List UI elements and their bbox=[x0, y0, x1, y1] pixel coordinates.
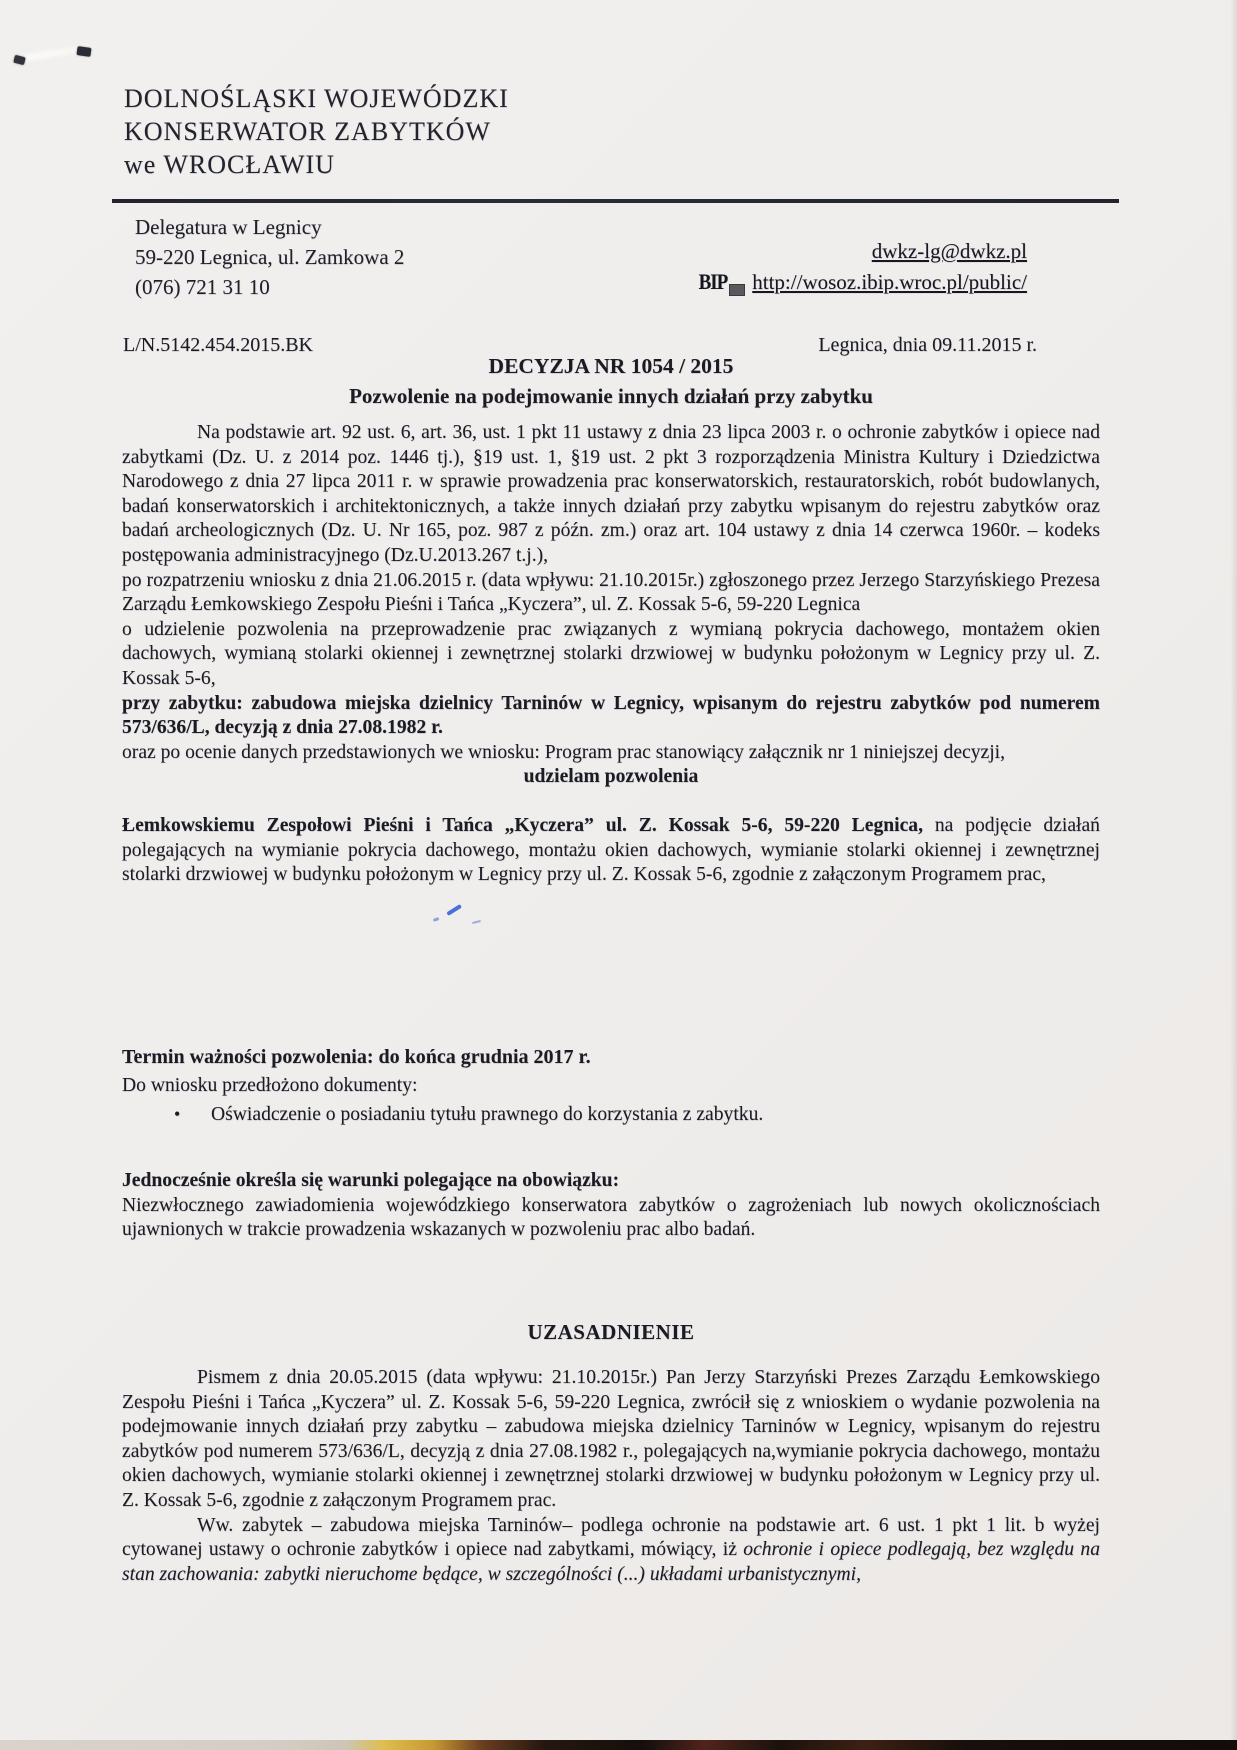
bip-icon-square bbox=[729, 284, 745, 296]
letterhead-line-3: we WROCŁAWIU bbox=[124, 150, 335, 179]
scope-paragraph: o udzielenie pozwolenia na przeprowadzenie prac związanych z wymianą pokrycia dachowego, montażem okien dachowych, wymianą stolarki okiennej i zewnętrznej stolarki drzwiowej w budynku położonym w Legnicy przy ul. Z. Kossak 5-6, bbox=[122, 618, 1100, 689]
documents-label: Do wniosku przedłożono dokumenty: bbox=[122, 1075, 418, 1096]
scan-edge-shadow bbox=[1230, 0, 1237, 1750]
conditions-body: Niezwłocznego zawiadomienia wojewódzkiego konserwatora zabytków o zagrożeniach lub nowych okolicznościach ujawnionych w trakcie prowadzenia wskazanych w pozwoleniu prac albo badań. bbox=[122, 1194, 1100, 1241]
office-address bbox=[135, 212, 404, 302]
office-branch: Delegatura w Legnicy bbox=[135, 215, 322, 239]
bullet-icon: • bbox=[174, 1104, 181, 1124]
grant-statement: udzielam pozwolenia bbox=[523, 766, 699, 788]
letterhead-line-2: KONSERWATOR ZABYTKÓW bbox=[124, 117, 491, 146]
grantee-name: Łemkowskiemu Zespołowi Pieśni i Tańca „Kyczera” ul. Z. Kossak 5-6, 59-220 Legnica, bbox=[122, 814, 923, 836]
justification-paragraph-1: Pismem z dnia 20.05.2015 (data wpływu: 21.10.2015r.) Pan Jerzy Starzyński Prezes Zarządu Łemkowskiego Zespołu Pieśni i Tańca „Kyczera” ul. Z. Kossak 5-6, 59-220 Legnica, zwrócił się z wnioskiem o wydanie pozwolenia na podejmowanie innych działań przy zabytku – zabudowa miejska dzielnicy Tarninów w Legnicy, wpisanym do rejestru zabytków pod numerem 573/636/L, decyzją z dnia 27.08.1982 r., polegających na,wymianie pokrycia dachowego, montażu okien dachowych, wymianie stolarki okiennej i zewnętrznej stolarki drzwiowej w budynku położonym w Legnicy przy ul. Z. Kossak 5-6, zgodnie z załączonym Programem prac. bbox=[122, 1367, 1100, 1511]
conditions-section bbox=[122, 1169, 1100, 1243]
ink-mark bbox=[472, 920, 481, 924]
grantee-paragraph bbox=[122, 814, 1100, 888]
letterhead bbox=[124, 82, 509, 181]
monument-paragraph: przy zabytku: zabudowa miejska dzielnicy Tarninów w Legnicy, wpisanym do rejestru zabytków pod numerem 573/636/L, decyzją z dnia 27.08.1982 r. bbox=[122, 692, 1100, 739]
grantee-works: na podjęcie działań polegających na wymianie pokrycia dachowego, montażu okien dachowych, wymianie stolarki okiennej i zewnętrznej stolarki drzwiowej w budynku położonym w Legnicy przy ul. Z. Kossak 5-6, zgodnie z załączonym Programem prac, bbox=[122, 814, 1100, 886]
ink-mark bbox=[446, 904, 461, 915]
assessment-paragraph: oraz po ocenie danych przedstawionych we wniosku: Program prac stanowiący załącznik nr 1 niniejszej decyzji, bbox=[122, 741, 1006, 763]
place-date: Legnica, dnia 09.11.2015 r. bbox=[818, 334, 1037, 356]
justification-heading: UZASADNIENIE bbox=[527, 1320, 695, 1344]
decision-number: DECYZJA NR 1054 / 2015 bbox=[488, 354, 734, 378]
office-phone: (076) 721 31 10 bbox=[135, 275, 270, 299]
justification-p2-normal: Ww. zabytek – zabudowa miejska Tarninów– podlega ochronie na podstawie art. 6 ust. 1 pkt 1 lit. b wyżej cytowanej ustawy o ochronie zabytków i opiece nad zabytkami, mówiący, iż bbox=[122, 1514, 1100, 1561]
website-link[interactable]: http://wosoz.ibip.wroc.pl/public/ bbox=[752, 270, 1027, 294]
document-item-text: Oświadczenie o posiadaniu tytułu prawnego do korzystania z zabytku. bbox=[211, 1104, 764, 1125]
case-number: L/N.5142.454.2015.BK bbox=[123, 334, 313, 356]
bip-icon bbox=[699, 267, 746, 298]
conditions-heading: Jednocześnie określa się warunki polegające na obowiązku: bbox=[122, 1170, 620, 1191]
justification-section bbox=[122, 1366, 1100, 1587]
validity-term: Termin ważności pozwolenia: do końca grudnia 2017 r. bbox=[122, 1046, 591, 1068]
ink-mark bbox=[433, 917, 439, 921]
office-street: 59-220 Legnica, ul. Zamkowa 2 bbox=[135, 245, 405, 269]
decision-subtitle: Pozwolenie na podejmowanie innych działań przy zabytku bbox=[349, 384, 873, 408]
application-paragraph: po rozpatrzeniu wniosku z dnia 21.06.2015 r. (data wpływu: 21.10.2015r.) zgłoszonego przez Jerzego Starzyńskiego Prezesa Zarządu Łemkowskiego Zespołu Pieśni i Tańca „Kyczera”, ul. Z. Kossak 5-6, 59-220 Legnica bbox=[122, 569, 1100, 616]
contact-links bbox=[699, 236, 1027, 298]
legal-basis-paragraph: Na podstawie art. 92 ust. 6, art. 36, ust. 1 pkt 11 ustawy z dnia 23 lipca 2003 r. o ochronie zabytków i opiece nad zabytkami (Dz. U. z 2014 poz. 1446 tj.), §19 ust. 1, §19 ust. 2 pkt 3 rozporządzenia Ministra Kultury i Dziedzictwa Narodowego z dnia 27 lipca 2011 r. w sprawie prowadzenia prac konserwatorskich, restauratorskich, robót budowlanych, badań konserwatorskich i architektonicznych, a także innych działań przy zabytku wpisanym do rejestru zabytków oraz badań archeologicznych (Dz. U. Nr 165, poz. 987 z późn. zm.) oraz art. 104 ustawy z dnia 14 czerwca 1960r. – kodeks postępowania administracyjnego (Dz.U.2013.267 t.j.), bbox=[122, 422, 1100, 566]
justification-paragraph-2 bbox=[122, 1514, 1100, 1588]
email-link[interactable]: dwkz-lg@dwkz.pl bbox=[871, 239, 1027, 263]
scan-bottom-edge bbox=[0, 1740, 1237, 1750]
preamble-section bbox=[122, 421, 1100, 888]
letterhead-line-1: DOLNOŚLĄSKI WOJEWÓDZKI bbox=[124, 84, 509, 113]
decision-title-block bbox=[122, 354, 1100, 409]
bip-icon-text: BIP bbox=[698, 270, 728, 295]
document-list-item bbox=[122, 1102, 1100, 1127]
justification-p2-quote: ochronie i opiece podlegają, bez względu na stan zachowania: zabytki nieruchome będące, w szczególności (...) układami urbanistycznymi, bbox=[122, 1539, 1101, 1585]
staple-mark bbox=[76, 46, 91, 57]
documents-section bbox=[122, 1073, 1100, 1127]
header-divider bbox=[112, 199, 1119, 203]
staple-mark bbox=[13, 55, 26, 65]
